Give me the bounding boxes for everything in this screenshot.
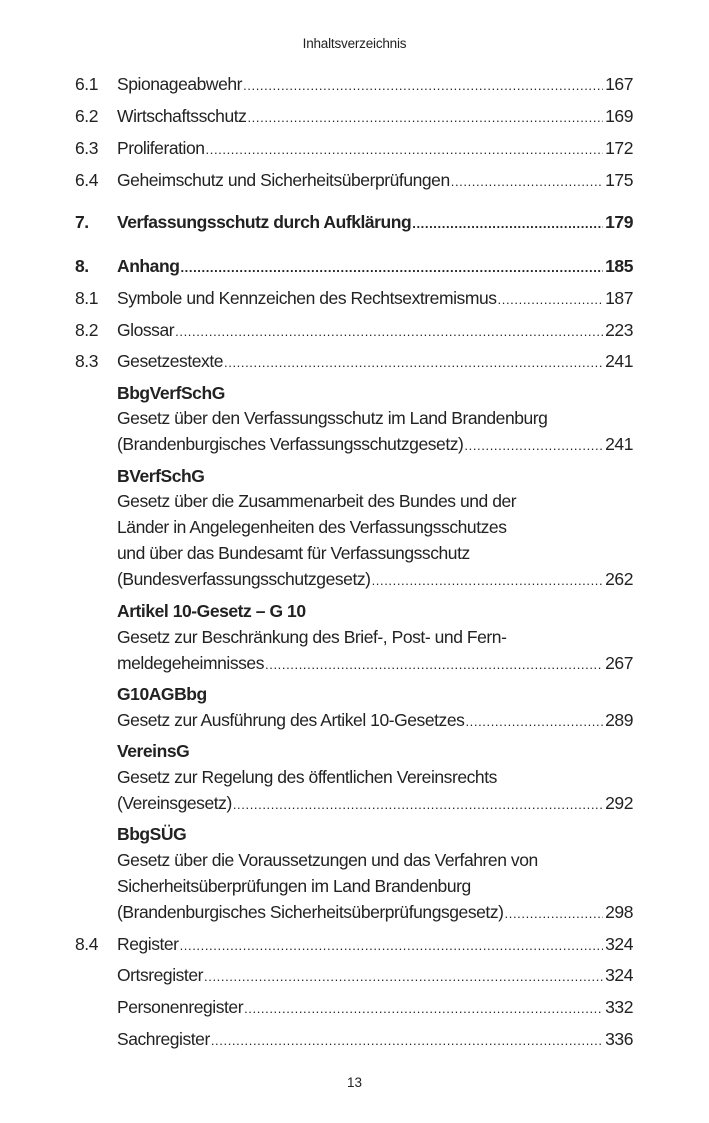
- entry-page: 179: [605, 212, 633, 232]
- entry-number: 6.2: [75, 106, 98, 126]
- entry-number: 8.1: [75, 288, 98, 308]
- entry-page: 185: [605, 256, 633, 276]
- entry-title: Personenregister: [117, 997, 244, 1017]
- entry-page: 324: [605, 934, 633, 954]
- entry-page: 324: [605, 965, 633, 985]
- toc-entry-8-4[interactable]: [0, 932, 709, 956]
- leader-dots: [247, 106, 603, 130]
- entry-page: 223: [605, 320, 633, 340]
- entry-title: Glossar: [117, 320, 175, 340]
- leader-dots: [180, 934, 604, 958]
- entry-title: Wirtschaftsschutz: [117, 106, 247, 126]
- entry-title: Verfassungsschutz durch Aufklärung: [117, 212, 412, 232]
- entry-number: 7.: [75, 212, 89, 232]
- toc-entry-6-3[interactable]: [0, 136, 709, 160]
- toc-entry-8-1[interactable]: [0, 286, 709, 310]
- leader-dots: [204, 965, 603, 989]
- law-description-line: Gesetz über die Zusammenarbeit des Bundes und der: [117, 491, 517, 511]
- leader-dots: [498, 288, 604, 312]
- entry-page: 241: [605, 434, 633, 454]
- toc-entry-6-1[interactable]: [0, 72, 709, 96]
- entry-page: 172: [605, 138, 633, 158]
- entry-page: 267: [605, 653, 633, 673]
- toc-entry-sachregister[interactable]: [0, 1027, 709, 1051]
- leader-dots: [451, 170, 603, 194]
- law-description-line: Gesetz über die Voraussetzungen und das Verfahren von: [117, 850, 538, 870]
- toc-entry-6-2[interactable]: [0, 104, 709, 128]
- law-title-last-line: (Brandenburgisches Verfassungsschutzgesetz): [117, 434, 464, 454]
- law-title-last-line: meldegeheimnisses: [117, 653, 265, 673]
- law-entry-bbgsug[interactable]: [0, 900, 709, 924]
- entry-page: 262: [605, 569, 633, 589]
- law-abbreviation: Artikel 10-Gesetz – G 10: [117, 601, 306, 621]
- law-abbreviation: BbgSÜG: [117, 824, 187, 844]
- law-description-line: Länder in Angelegenheiten des Verfassungsschutzes: [117, 517, 507, 537]
- law-description-line: Gesetz zur Regelung des öffentlichen Vereinsrechts: [117, 767, 497, 787]
- leader-dots: [233, 793, 603, 817]
- entry-page: 187: [605, 288, 633, 308]
- law-title-last-line: (Bundesverfassungsschutzgesetz): [117, 569, 371, 589]
- leader-dots: [175, 320, 603, 344]
- leader-dots: [464, 434, 603, 458]
- law-description-line: Sicherheitsüberprüfungen im Land Brandenburg: [117, 876, 471, 896]
- leader-dots: [412, 212, 603, 236]
- toc-entry-7[interactable]: [0, 210, 709, 234]
- toc-entry-8[interactable]: [0, 254, 709, 278]
- leader-dots: [211, 1029, 603, 1053]
- leader-dots: [505, 902, 604, 926]
- toc-entry-personenregister[interactable]: [0, 995, 709, 1019]
- leader-dots: [206, 138, 604, 162]
- entry-page: 298: [605, 902, 633, 922]
- entry-title: Symbole und Kennzeichen des Rechtsextremismus: [117, 288, 497, 308]
- entry-number: 8.2: [75, 320, 98, 340]
- law-entry-g10[interactable]: [0, 651, 709, 675]
- running-header: Inhaltsverzeichnis: [302, 36, 407, 51]
- entry-number: 8.3: [75, 351, 98, 371]
- entry-number: 8.4: [75, 934, 98, 954]
- entry-page: 289: [605, 710, 633, 730]
- entry-number: 6.1: [75, 74, 98, 94]
- leader-dots: [244, 997, 603, 1021]
- page-number: 13: [346, 1075, 363, 1090]
- law-entry-vereinsg[interactable]: [0, 791, 709, 815]
- entry-title: Ortsregister: [117, 965, 204, 985]
- entry-page: 169: [605, 106, 633, 126]
- leader-dots: [180, 256, 603, 280]
- law-abbreviation: BVerfSchG: [117, 466, 205, 486]
- law-description-line: Gesetz über den Verfassungsschutz im Land Brandenburg: [117, 408, 548, 428]
- entry-title: Gesetzestexte: [117, 351, 224, 371]
- leader-dots: [243, 74, 603, 98]
- law-entry-bverfschg[interactable]: [0, 567, 709, 591]
- law-title-last-line: (Vereinsgesetz): [117, 793, 232, 813]
- law-description-line: und über das Bundesamt für Verfassungsschutz: [117, 543, 470, 563]
- entry-number: 8.: [75, 256, 89, 276]
- entry-title: Anhang: [117, 256, 180, 276]
- entry-title: Geheimschutz und Sicherheitsüberprüfungen: [117, 170, 450, 190]
- law-entry-bbgverfschg[interactable]: [0, 432, 709, 456]
- toc-entry-ortsregister[interactable]: [0, 963, 709, 987]
- toc-entry-8-3[interactable]: [0, 349, 709, 373]
- toc-entry-6-4[interactable]: [0, 168, 709, 192]
- toc-entry-8-2[interactable]: [0, 318, 709, 342]
- entry-page: 336: [605, 1029, 633, 1049]
- entry-title: Proliferation: [117, 138, 205, 158]
- law-abbreviation: BbgVerfSchG: [117, 383, 225, 403]
- leader-dots: [265, 653, 603, 677]
- leader-dots: [372, 569, 604, 593]
- entry-page: 292: [605, 793, 633, 813]
- entry-page: 332: [605, 997, 633, 1017]
- entry-number: 6.4: [75, 170, 98, 190]
- entry-page: 241: [605, 351, 633, 371]
- entry-number: 6.3: [75, 138, 98, 158]
- leader-dots: [465, 710, 603, 734]
- law-entry-g10agbbg[interactable]: [0, 708, 709, 732]
- entry-title: Register: [117, 934, 179, 954]
- entry-title: Sachregister: [117, 1029, 210, 1049]
- law-abbreviation: VereinsG: [117, 741, 190, 761]
- law-title-last-line: (Brandenburgisches Sicherheitsüberprüfungsgesetz): [117, 902, 504, 922]
- entry-title: Spionageabwehr: [117, 74, 243, 94]
- entry-page: 175: [605, 170, 633, 190]
- leader-dots: [224, 351, 603, 375]
- law-title-last-line: Gesetz zur Ausführung des Artikel 10-Gesetzes: [117, 710, 465, 730]
- law-abbreviation: G10AGBbg: [117, 684, 207, 704]
- entry-page: 167: [605, 74, 633, 94]
- law-description-line: Gesetz zur Beschränkung des Brief-, Post- und Fern-: [117, 627, 507, 647]
